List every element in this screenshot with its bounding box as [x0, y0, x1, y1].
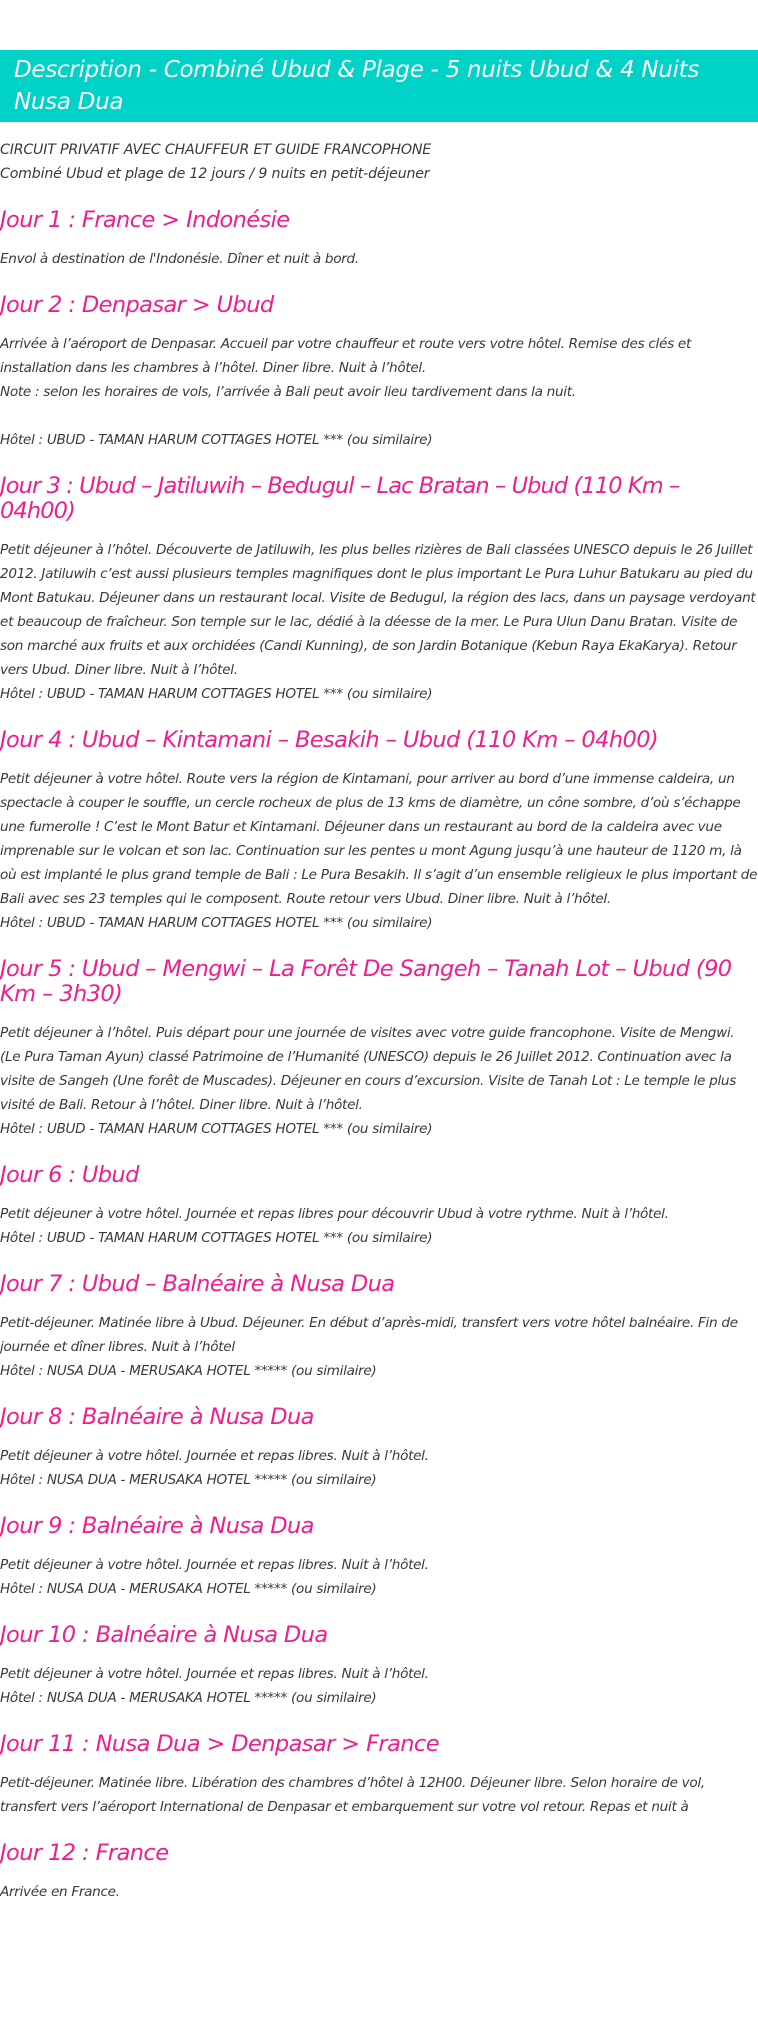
day-hotel: Hôtel : UBUD - TAMAN HARUM COTTAGES HOTEL *** (ou similaire): [0, 432, 433, 448]
day-body: [0, 1311, 758, 1383]
day-body: [0, 1021, 758, 1141]
day-body: [0, 1662, 758, 1710]
day-body: [0, 332, 758, 452]
day-paragraph: Petit déjeuner à l’hôtel. Découverte de Jatiluwih, les plus belles rizières de Bali classées UNESCO depuis le 26 Juillet 2012. Jatiluwih c’est aussi plusieurs temples magnifiques dont le plus important Le Pura Luhur Batukaru au pied du Mont Batukau. Déjeuner dans un restaurant local. Visite de Bedugul, la région des lacs, dans un paysage verdoyant et beaucoup de fraîcheur. Son temple sur le lac, dédié à la déesse de la mer. Le Pura Ulun Danu Bratan. Visite de son marché aux fruits et aux orchidées (Candi Kunning), de son Jardin Botanique (Kebun Raya EkaKarya). Retour vers Ubud. Diner libre. Nuit à l’hôtel.: [0, 542, 756, 678]
description-banner: [0, 50, 758, 122]
day-paragraph: Petit-déjeuner. Matinée libre. Libération des chambres d’hôtel à 12H00. Déjeuner libre. Selon horaire de vol, transfert vers l’aéroport International de Denpasar et embarquement sur votre vol retour. Repas et nuit à: [0, 1775, 705, 1815]
day-note: Note : selon les horaires de vols, l’arrivée à Bali peut avoir lieu tardivement dans la nuit.: [0, 384, 576, 400]
day-title: Jour 12 : France: [0, 1840, 169, 1866]
day-section-3: [0, 474, 758, 706]
day-section-10: [0, 1623, 758, 1710]
day-paragraph: Petit déjeuner à votre hôtel. Journée et repas libres. Nuit à l’hôtel.: [0, 1448, 429, 1464]
day-title: Jour 11 : Nusa Dua > Denpasar > France: [0, 1731, 439, 1757]
day-section-9: [0, 1514, 758, 1601]
day-hotel: Hôtel : NUSA DUA - MERUSAKA HOTEL ***** (ou similaire): [0, 1472, 377, 1488]
day-paragraph: Petit-déjeuner. Matinée libre à Ubud. Déjeuner. En début d’après-midi, transfert vers votre hôtel balnéaire. Fin de journée et dîner libres. Nuit à l’hôtel: [0, 1315, 738, 1355]
day-section-11: [0, 1732, 758, 1819]
day-paragraph: Arrivée à l’aéroport de Denpasar. Accueil par votre chauffeur et route vers votre hôtel. Remise des clés et installation dans les chambres à l’hôtel. Diner libre. Nuit à l’hôtel.: [0, 336, 691, 376]
day-title: Jour 9 : Balnéaire à Nusa Dua: [0, 1513, 314, 1539]
day-hotel: Hôtel : NUSA DUA - MERUSAKA HOTEL ***** (ou similaire): [0, 1581, 377, 1597]
day-title: Jour 7 : Ubud – Balnéaire à Nusa Dua: [0, 1271, 395, 1297]
day-hotel: Hôtel : UBUD - TAMAN HARUM COTTAGES HOTEL *** (ou similaire): [0, 915, 433, 931]
day-title: Jour 8 : Balnéaire à Nusa Dua: [0, 1404, 314, 1430]
day-hotel: Hôtel : UBUD - TAMAN HARUM COTTAGES HOTEL *** (ou similaire): [0, 686, 433, 702]
day-section-12: [0, 1841, 758, 1904]
day-body: [0, 1202, 758, 1250]
day-body: [0, 1771, 758, 1819]
day-body: [0, 1444, 758, 1492]
day-hotel: Hôtel : NUSA DUA - MERUSAKA HOTEL ***** (ou similaire): [0, 1363, 377, 1379]
day-title: Jour 2 : Denpasar > Ubud: [0, 292, 274, 318]
day-paragraph: Petit déjeuner à l’hôtel. Puis départ pour une journée de visites avec votre guide francophone. Visite de Mengwi. (Le Pura Taman Ayun) classé Patrimoine de l’Humanité (UNESCO) depuis le 26 Juillet 2012. Continuation avec la visite de Sangeh (Une forêt de Muscades). Déjeuner en cours d’excursion. Visite de Tanah Lot : Le temple le plus visité de Bali. Retour à l’hôtel. Diner libre. Nuit à l’hôtel.: [0, 1025, 737, 1113]
intro-line-combine: Combiné Ubud et plage de 12 jours / 9 nuits en petit-déjeuner: [0, 166, 430, 182]
paragraph-gap: [0, 404, 758, 428]
day-title: Jour 4 : Ubud – Kintamani – Besakih – Ubud (110 Km – 04h00): [0, 727, 659, 753]
day-paragraph: Petit déjeuner à votre hôtel. Journée et repas libres. Nuit à l’hôtel.: [0, 1666, 429, 1682]
day-section-4: [0, 728, 758, 935]
day-body: [0, 538, 758, 706]
day-title: Jour 5 : Ubud – Mengwi – La Forêt De Sangeh – Tanah Lot – Ubud (90 Km – 3h30): [0, 956, 732, 1007]
day-section-5: [0, 957, 758, 1141]
banner-title: Description - Combiné Ubud & Plage - 5 nuits Ubud & 4 Nuits Nusa Dua: [14, 57, 700, 115]
day-body: [0, 1880, 758, 1904]
day-paragraph: Arrivée en France.: [0, 1884, 120, 1900]
day-body: [0, 1553, 758, 1601]
day-body: [0, 247, 758, 271]
day-section-2: [0, 293, 758, 452]
day-hotel: Hôtel : NUSA DUA - MERUSAKA HOTEL ***** (ou similaire): [0, 1690, 377, 1706]
day-title: Jour 1 : France > Indonésie: [0, 207, 290, 233]
day-paragraph: Envol à destination de l'Indonésie. Dîner et nuit à bord.: [0, 251, 359, 267]
intro-block: [0, 138, 758, 186]
day-section-6: [0, 1163, 758, 1250]
day-title: Jour 3 : Ubud – Jatiluwih – Bedugul – Lac Bratan – Ubud (110 Km – 04h00): [0, 473, 680, 524]
day-hotel: Hôtel : UBUD - TAMAN HARUM COTTAGES HOTEL *** (ou similaire): [0, 1230, 433, 1246]
day-hotel: Hôtel : UBUD - TAMAN HARUM COTTAGES HOTEL *** (ou similaire): [0, 1121, 433, 1137]
day-paragraph: Petit déjeuner à votre hôtel. Journée et repas libres. Nuit à l’hôtel.: [0, 1557, 429, 1573]
day-body: [0, 767, 758, 935]
day-section-1: [0, 208, 758, 271]
intro-line-circuit: CIRCUIT PRIVATIF AVEC CHAUFFEUR ET GUIDE FRANCOPHONE: [0, 142, 431, 158]
day-paragraph: Petit déjeuner à votre hôtel. Route vers la région de Kintamani, pour arriver au bord d’une immense caldeira, un spectacle à couper le souffle, un cercle rocheux de plus de 13 kms de diamètre, un cône sombre, d’où s’échappe une fumerolle ! C’est le Mont Batur et Kintamani. Déjeuner dans un restaurant au bord de la caldeira avec vue imprenable sur le volcan et son lac. Continuation sur les pentes u mont Agung jusqu’à une hauteur de 1120 m, là où est implanté le plus grand temple de Bali : Le Pura Besakih. Il s’agit d’un ensemble religieux le plus important de Bali avec ses 23 temples qui le composent. Route retour vers Ubud. Diner libre. Nuit à l’hôtel.: [0, 771, 758, 907]
day-title: Jour 10 : Balnéaire à Nusa Dua: [0, 1622, 328, 1648]
day-section-7: [0, 1272, 758, 1383]
day-section-8: [0, 1405, 758, 1492]
day-paragraph: Petit déjeuner à votre hôtel. Journée et repas libres pour découvrir Ubud à votre rythme. Nuit à l’hôtel.: [0, 1206, 669, 1222]
day-title: Jour 6 : Ubud: [0, 1162, 139, 1188]
